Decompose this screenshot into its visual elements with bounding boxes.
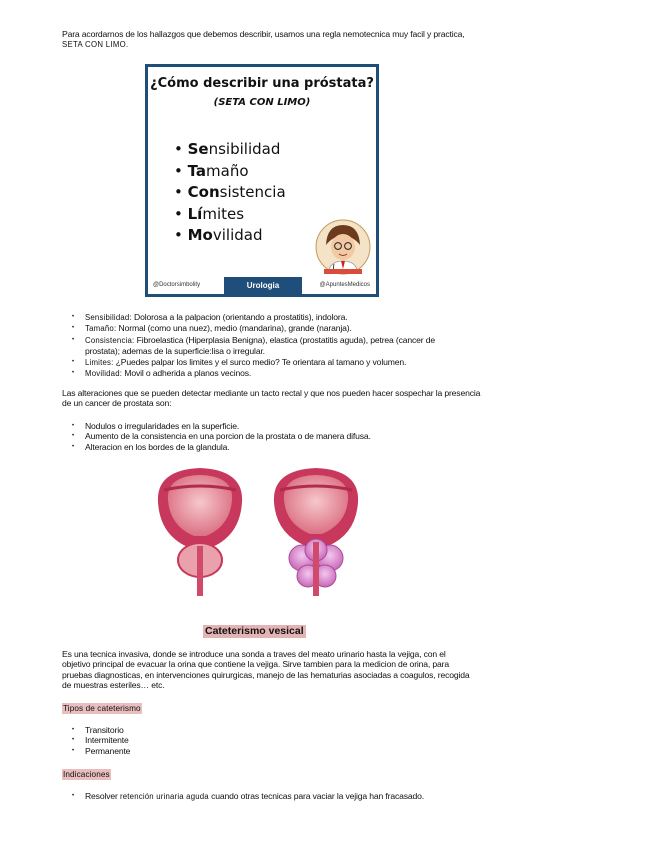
list-item: • Resolver retención urinaria aguda cuando otras tecnicas para vaciar la vejiga han fracasado. <box>72 791 472 802</box>
mnemonic-item: • Movilidad <box>174 226 263 244</box>
alterations-list <box>72 421 472 452</box>
infographic-footer <box>148 278 376 294</box>
doctor-illustration <box>314 217 372 279</box>
findings-list <box>72 312 472 379</box>
mnemonic-item: • Tamaño <box>174 161 249 180</box>
list-item: • Intermitente <box>72 735 472 745</box>
catheterization-paragraph: Es una tecnica invasiva, donde se introduce una sonda a traves del meato urinario hasta la vejiga, con el objetivo principal de evacuar la orina que contiene la vejiga. Sirve tambien para la medicion de orina, para pruebas diagnosticas, en intervenciones quirurgicas, manejo de las hematurias asociadas a coagulos, recogida de muestras esteriles… etc. <box>62 649 470 691</box>
mnemonic-emphasis: SETA CON LIMO. <box>62 40 129 50</box>
indications-heading: Indicaciones <box>63 770 110 779</box>
list-item: • Permanente <box>72 746 472 756</box>
mnemonic-item: • Consistencia <box>174 183 286 201</box>
list-item: • Limites: ¿Puedes palpar los limites y el surco medio? Te orientara al tamano y volumen. <box>72 357 472 368</box>
types-heading: Tipos de cateterismo <box>63 704 141 713</box>
list-item: • Aumento de la consistencia en una porcion de la prostata o de manera difusa. <box>72 431 472 441</box>
infographic-title: ¿Cómo describir una próstata? <box>150 76 374 91</box>
indications-list <box>72 791 472 802</box>
section-heading: Cateterismo vesical <box>205 625 304 637</box>
list-item: • Transitorio <box>72 725 472 735</box>
footer-category-label: Urologia <box>224 277 302 294</box>
mnemonic-item: • Límites <box>174 204 245 223</box>
normal-prostate-figure <box>158 468 242 596</box>
list-item: • Alteracion en los bordes de la glandula. <box>72 442 472 452</box>
prostate-illustration <box>150 462 372 598</box>
mnemonic-list <box>174 139 286 247</box>
intro-paragraph: Para acordarnos de los hallazgos que debemos describir, usamos una regla nemotecnica muy facil y practica, SETA CON LIMO. <box>62 29 465 50</box>
list-item: • Consistencia: Fibroelastica (Hiperplasia Benigna), elastica (prostatitis aguda), petrea (cancer de prostata); ademas de la superficie:lisa o irregular. <box>72 335 472 357</box>
enlarged-prostate-figure <box>274 468 358 596</box>
footer-left-handle: @Doctorsimbolity <box>153 282 201 288</box>
cancer-signs-paragraph: Las alteraciones que se pueden detectar mediante un tacto rectal y que nos pueden hacer sospechar la presencia de un cancer de prostata son: <box>62 388 481 409</box>
list-item: • Sensibilidad: Dolorosa a la palpacion (orientando a prostatitis), indolora. <box>72 312 472 323</box>
types-list <box>72 725 472 756</box>
list-item: • Movilidad: Movil o adherida a planos vecinos. <box>72 368 472 379</box>
list-item: • Tamaño: Normal (como una nuez), medio (mandarina), grande (naranja). <box>72 323 472 334</box>
list-item: • Nodulos o irregularidades en la superficie. <box>72 421 472 431</box>
mnemonic-item: • Sensibilidad <box>174 140 281 158</box>
footer-right-handle: @ApuntesMedicos <box>319 282 370 288</box>
mnemonic-infographic <box>145 64 379 297</box>
infographic-subtitle: (SETA CON LIMO) <box>213 97 311 108</box>
